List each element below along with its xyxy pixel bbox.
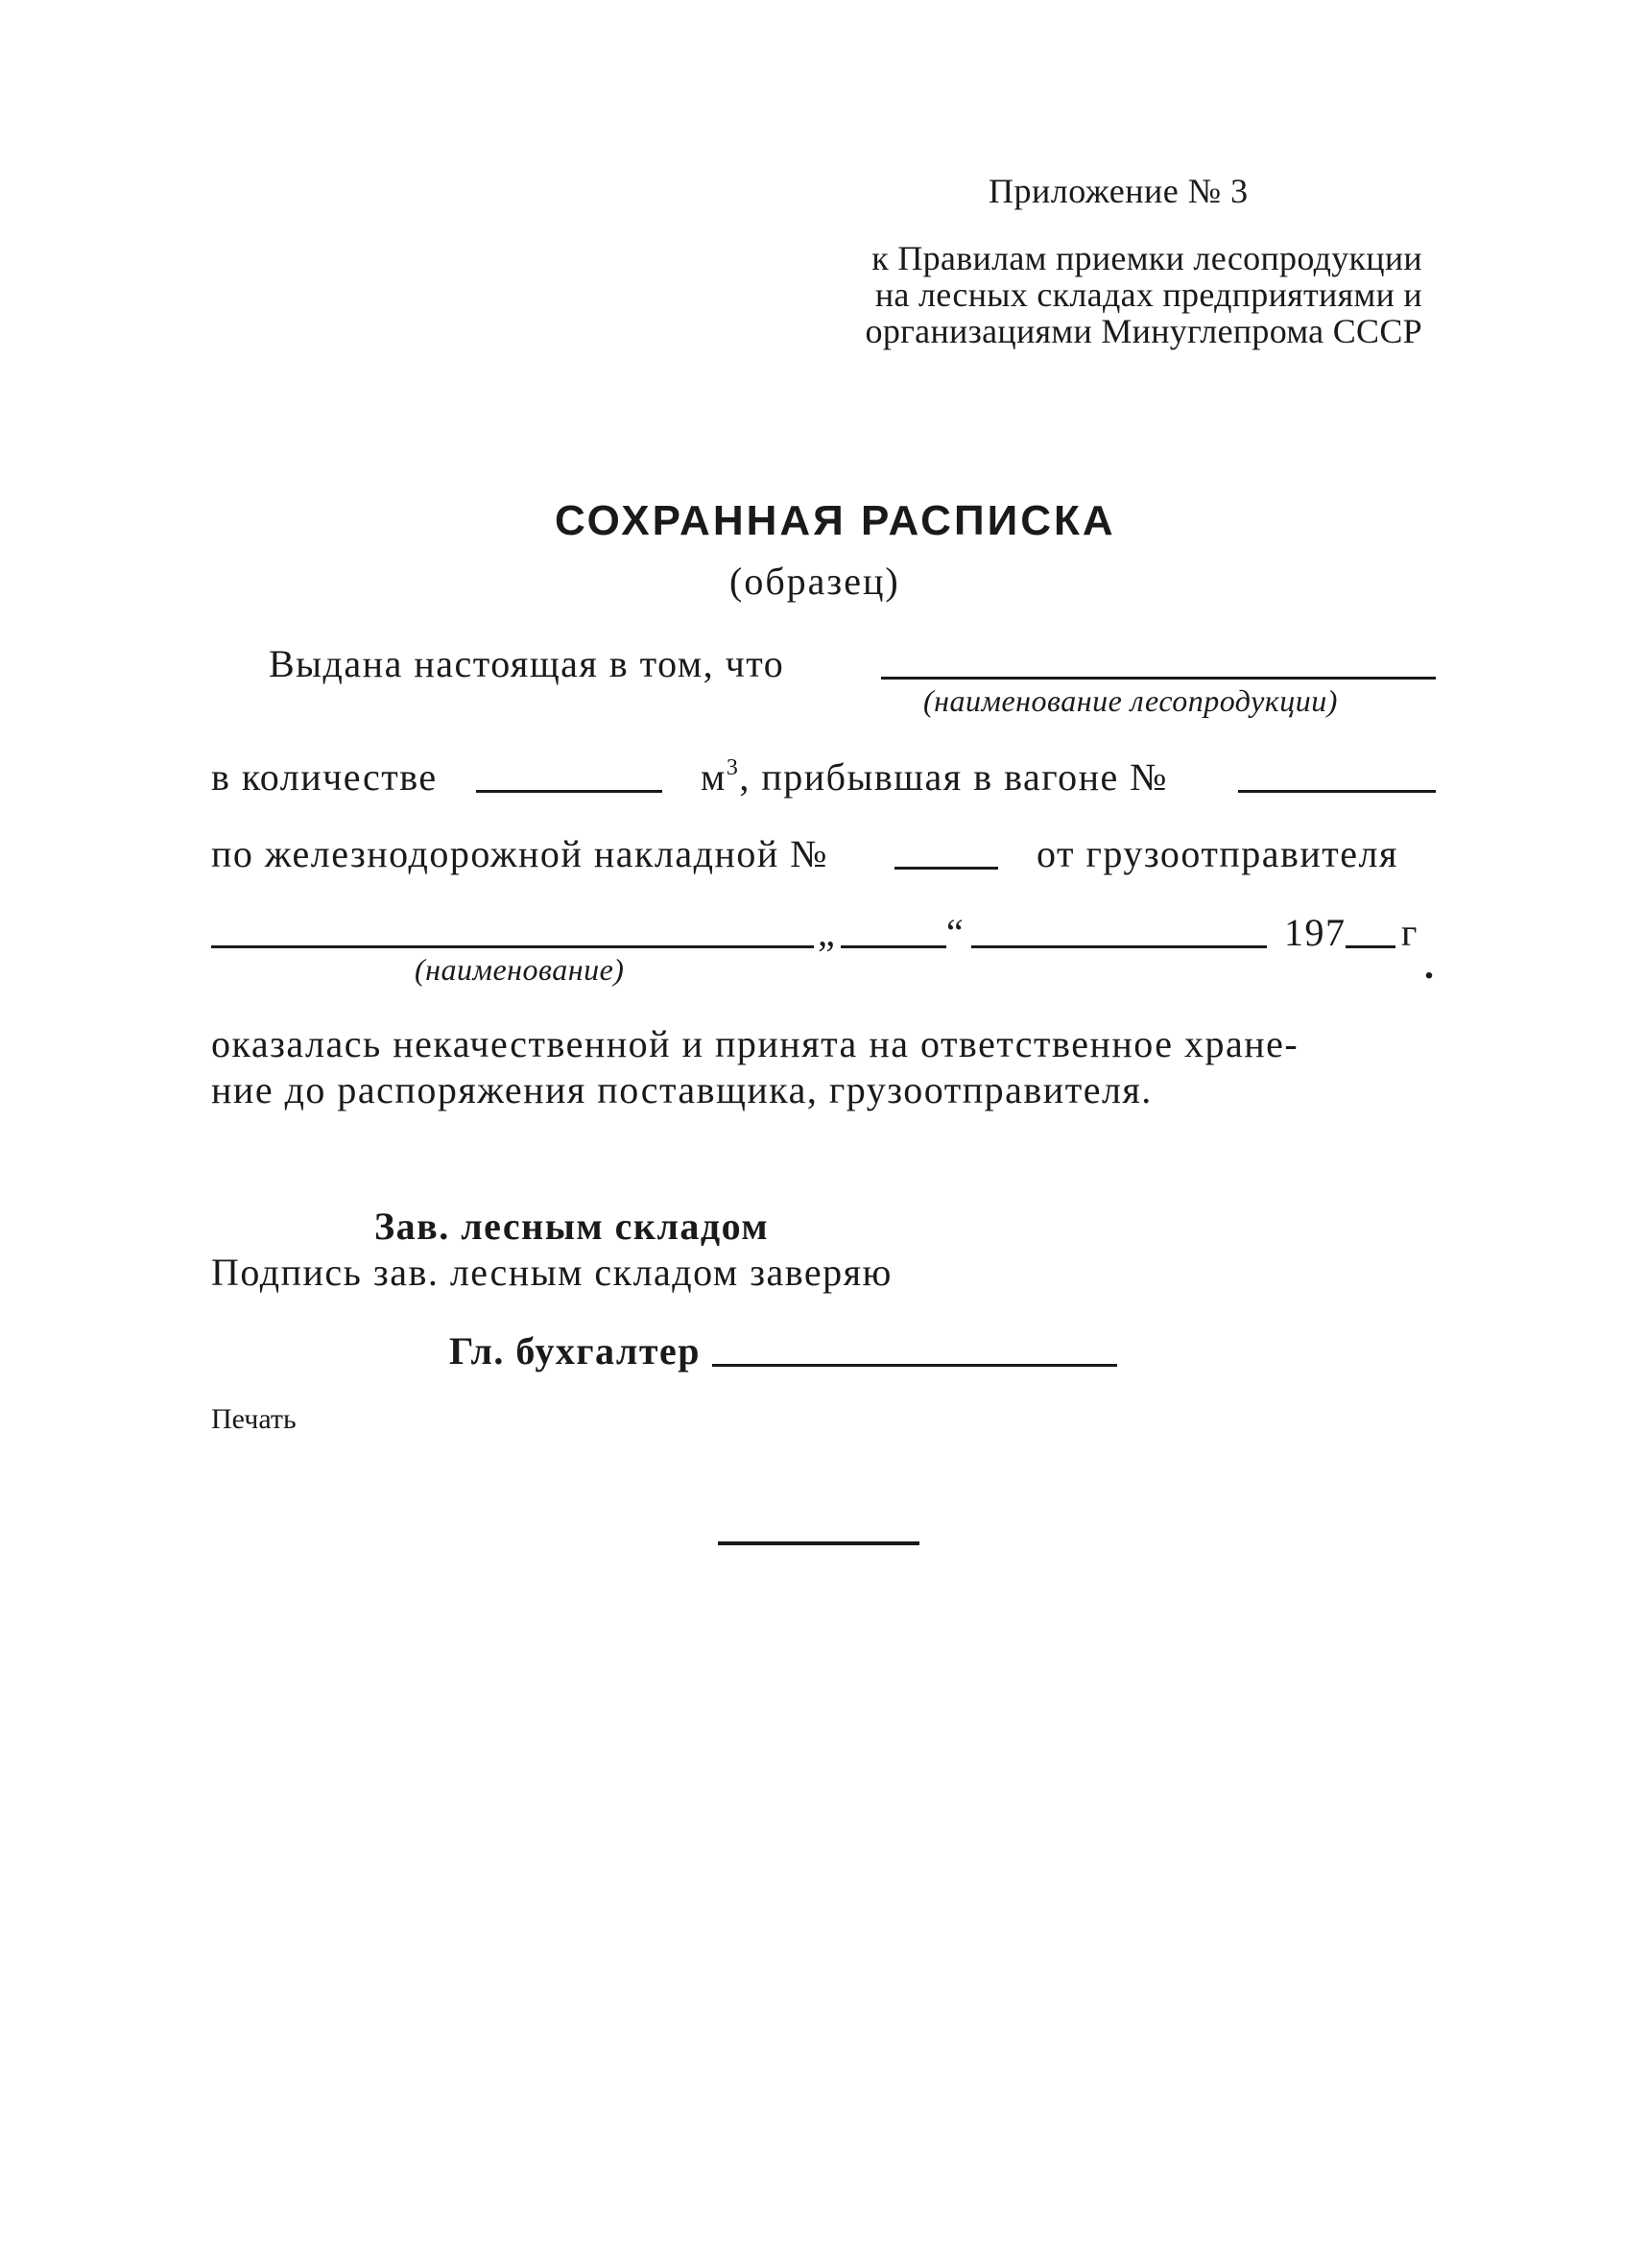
warehouse-head-label: Зав. лесным складом bbox=[374, 1205, 770, 1248]
product-name-caption: (наименование лесопродукции) bbox=[923, 683, 1338, 718]
quantity-label: в количестве bbox=[211, 755, 438, 799]
chief-accountant-signature-field[interactable] bbox=[712, 1364, 1117, 1367]
product-name-field[interactable] bbox=[881, 677, 1436, 680]
unit-label: м bbox=[701, 755, 727, 799]
wagon-label bbox=[701, 754, 1168, 800]
appendix-reference bbox=[866, 240, 1422, 349]
document-title: СОХРАННАЯ РАСПИСКА bbox=[555, 497, 1116, 544]
year-prefix: 197 bbox=[1284, 911, 1347, 954]
waybill-number-field[interactable] bbox=[894, 867, 998, 870]
reference-line-2: на лесных складах предприятиями и bbox=[874, 275, 1422, 314]
paragraph-line-1: оказалась некачественной и принята на ответственное хране- bbox=[211, 1022, 1299, 1065]
year-field[interactable] bbox=[1346, 945, 1395, 948]
day-field[interactable] bbox=[841, 945, 946, 948]
appendix-number: Приложение № 3 bbox=[989, 172, 1249, 210]
end-divider bbox=[718, 1541, 919, 1545]
shipper-name-caption: (наименование) bbox=[415, 952, 625, 987]
unit-superscript: 3 bbox=[726, 755, 740, 780]
quantity-field[interactable] bbox=[476, 790, 662, 793]
certify-label: Подпись зав. лесным складом заверяю bbox=[211, 1251, 893, 1294]
waybill-label: по железнодорожной накладной № bbox=[211, 832, 828, 875]
shipper-name-field[interactable] bbox=[211, 945, 814, 948]
wagon-text: , прибывшая в вагоне № bbox=[739, 755, 1168, 799]
paragraph-line-2: ние до распоряжения поставщика, грузоотправителя. bbox=[211, 1068, 1153, 1111]
open-quote: „ bbox=[818, 911, 837, 954]
chief-accountant-label: Гл. бухгалтер bbox=[449, 1329, 701, 1373]
line-period: . bbox=[1424, 943, 1436, 987]
wagon-number-field[interactable] bbox=[1238, 790, 1436, 793]
document-subtitle: (образец) bbox=[729, 560, 900, 603]
reference-line-3: организациями Минуглепрома СССР bbox=[865, 312, 1422, 350]
reference-line-1: к Правилам приемки лесопродукции bbox=[871, 239, 1422, 277]
year-suffix: г bbox=[1401, 911, 1419, 954]
month-field[interactable] bbox=[971, 945, 1267, 948]
shipper-label: от грузоотправителя bbox=[1037, 832, 1398, 875]
stamp-label: Печать bbox=[211, 1403, 297, 1435]
close-quote: “ bbox=[946, 911, 966, 954]
issued-label: Выдана настоящая в том, что bbox=[269, 642, 785, 685]
